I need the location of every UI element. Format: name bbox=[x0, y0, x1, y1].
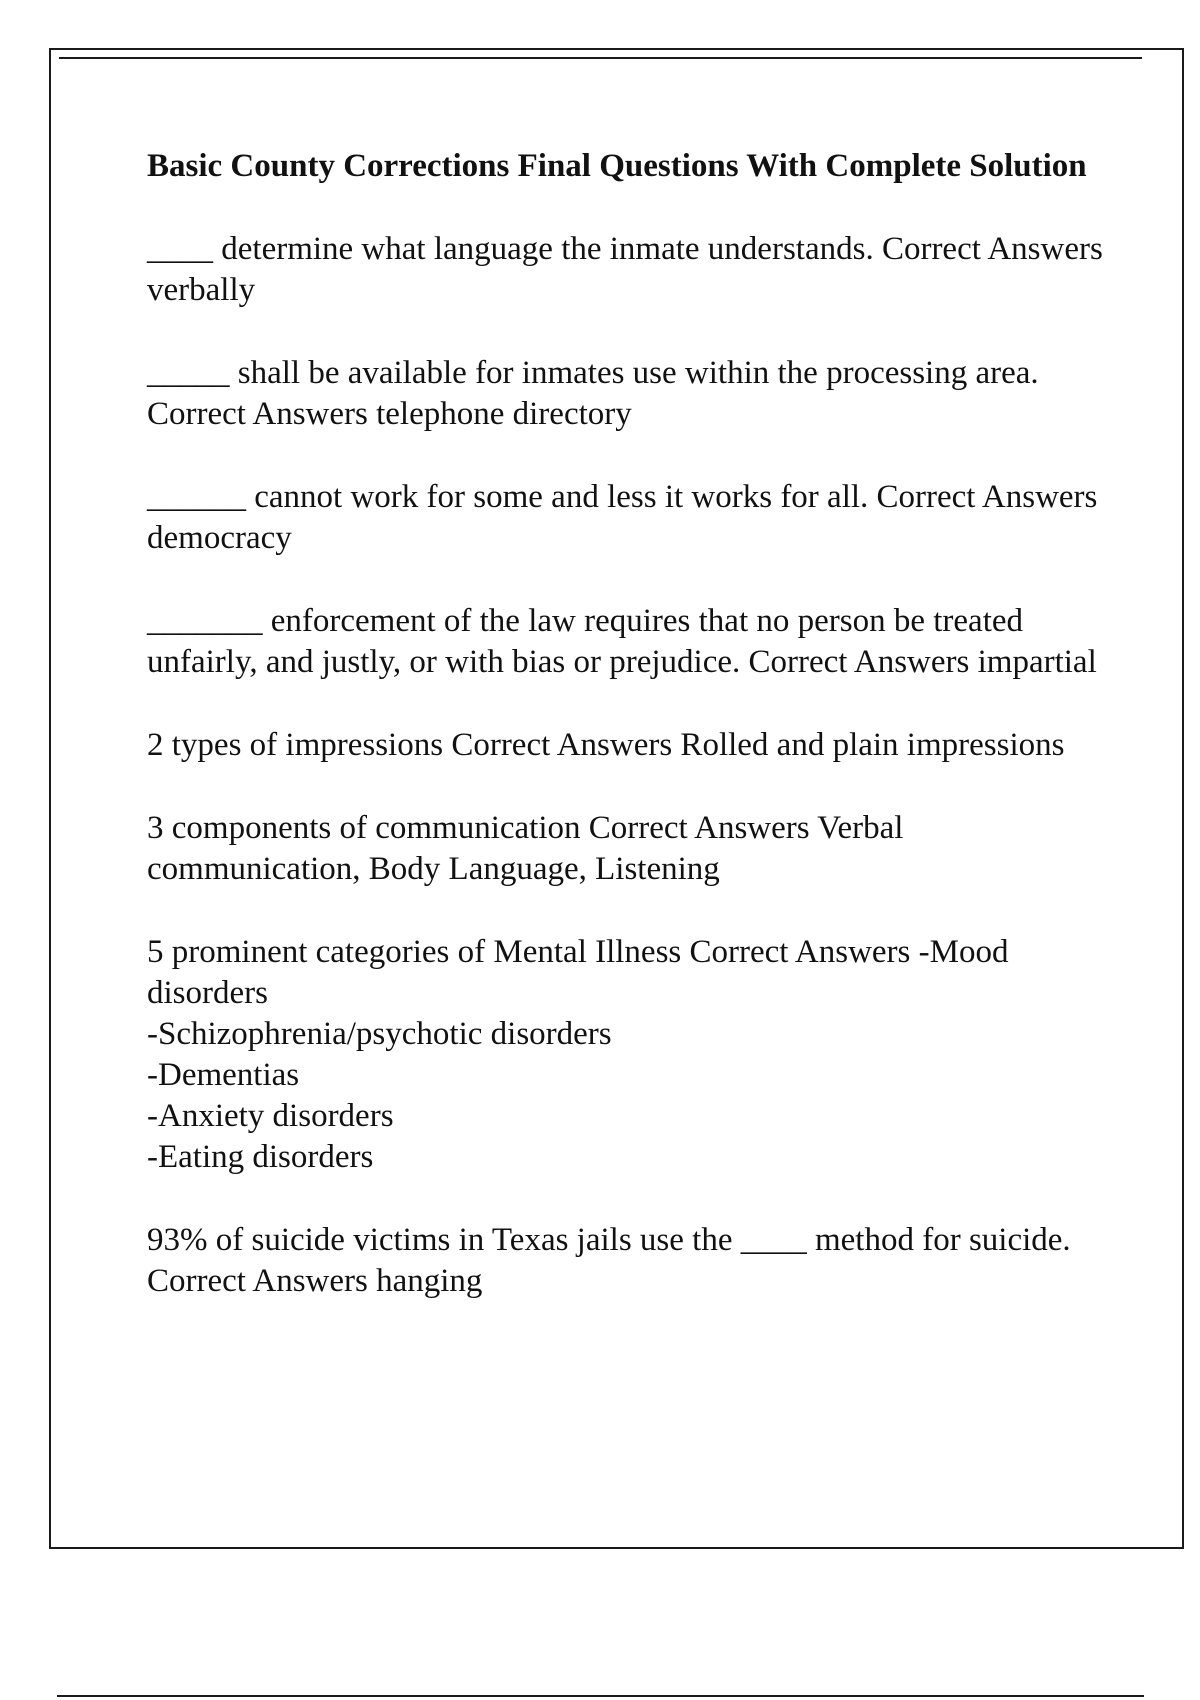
qa-text: 93% of suicide victims in Texas jails use the ____ method for suicide. Correct Answers hanging bbox=[147, 1222, 1071, 1299]
answer-list-line: -Schizophrenia/psychotic disorders bbox=[147, 1016, 612, 1052]
qa-item bbox=[147, 477, 1107, 559]
bottom-rule bbox=[57, 1695, 1144, 1697]
answer-list-line: -Anxiety disorders bbox=[147, 1098, 394, 1134]
qa-text: 3 components of communication Correct Answers Verbal communication, Body Language, Listening bbox=[147, 810, 904, 887]
qa-text: _______ enforcement of the law requires that no person be treated unfairly, and justly, or with bias or prejudice. Correct Answers impartial bbox=[147, 603, 1097, 680]
page-frame bbox=[49, 48, 1184, 1549]
qa-item-with-list bbox=[147, 932, 1107, 1178]
qa-text: _____ shall be available for inmates use within the processing area. Correct Answers telephone directory bbox=[147, 355, 1039, 432]
qa-text: ______ cannot work for some and less it works for all. Correct Answers democracy bbox=[147, 479, 1098, 556]
qa-text: 5 prominent categories of Mental Illness Correct Answers -Mood disorders bbox=[147, 934, 1009, 1011]
top-rule bbox=[59, 57, 1142, 59]
qa-text: ____ determine what language the inmate understands. Correct Answers verbally bbox=[147, 231, 1103, 308]
qa-item bbox=[147, 1220, 1107, 1302]
qa-item bbox=[147, 725, 1107, 766]
qa-item bbox=[147, 808, 1107, 890]
document-title: Basic County Corrections Final Questions With Complete Solution bbox=[147, 148, 1087, 184]
qa-text: 2 types of impressions Correct Answers Rolled and plain impressions bbox=[147, 727, 1065, 763]
qa-item bbox=[147, 229, 1107, 311]
answer-list-line: -Dementias bbox=[147, 1057, 300, 1093]
qa-item bbox=[147, 353, 1107, 435]
answer-list-line: -Eating disorders bbox=[147, 1139, 374, 1175]
document-body bbox=[147, 146, 1107, 1344]
qa-item bbox=[147, 601, 1107, 683]
